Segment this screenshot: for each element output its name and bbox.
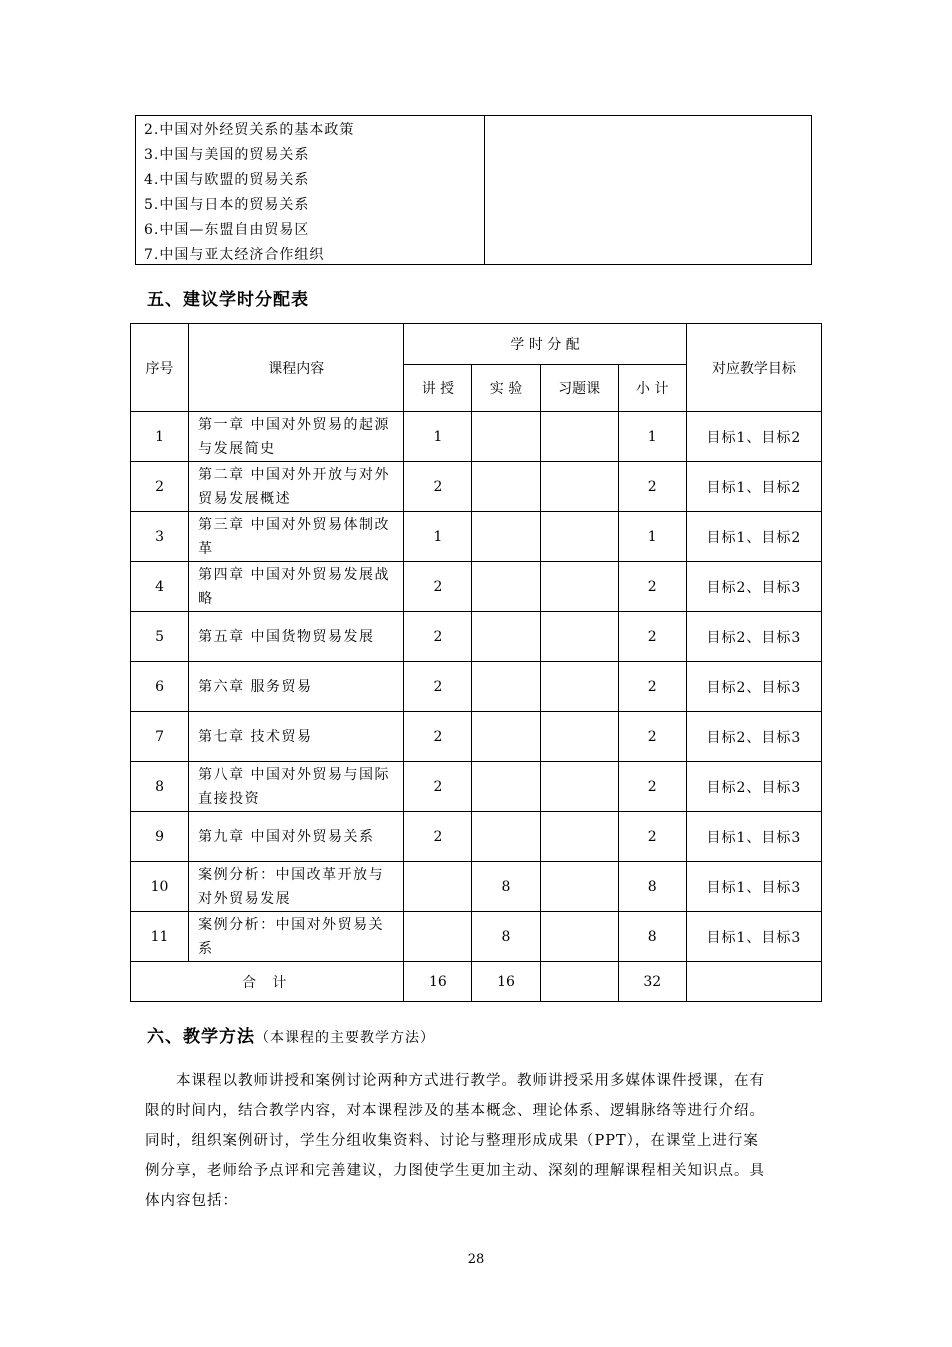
row-lecture: 2 xyxy=(404,462,472,512)
topic-line: 2.中国对外经贸关系的基本政策 xyxy=(144,122,355,138)
table-row xyxy=(131,912,822,962)
total-goal xyxy=(686,962,821,1002)
row-lecture: 2 xyxy=(404,662,472,712)
row-lab xyxy=(472,812,540,862)
row-subtotal: 2 xyxy=(618,712,686,762)
table-row xyxy=(131,512,822,562)
row-goal: 目标1、目标2 xyxy=(686,412,821,462)
row-content: 第四章 中国对外贸易发展战略 xyxy=(189,562,404,612)
section-title: 六、教学方法 xyxy=(147,1027,255,1047)
row-seq: 7 xyxy=(131,712,189,762)
row-exercise xyxy=(540,562,618,612)
table-row xyxy=(131,462,822,512)
header-lab: 实 验 xyxy=(472,365,540,412)
row-lab xyxy=(472,562,540,612)
row-subtotal: 2 xyxy=(618,662,686,712)
row-content: 第五章 中国货物贸易发展 xyxy=(189,612,404,662)
row-content: 第八章 中国对外贸易与国际直接投资 xyxy=(189,762,404,812)
row-content: 第七章 技术贸易 xyxy=(189,712,404,762)
row-subtotal: 8 xyxy=(618,912,686,962)
row-lecture: 2 xyxy=(404,612,472,662)
total-exercise xyxy=(540,962,618,1002)
row-seq: 2 xyxy=(131,462,189,512)
total-lecture: 16 xyxy=(404,962,472,1002)
row-exercise xyxy=(540,612,618,662)
section-heading xyxy=(147,285,309,310)
table-row xyxy=(131,812,822,862)
header-seq: 序号 xyxy=(131,324,189,412)
row-content: 案例分析：中国对外贸易关系 xyxy=(189,912,404,962)
row-lab xyxy=(472,462,540,512)
row-goal: 目标1、目标3 xyxy=(686,912,821,962)
row-exercise xyxy=(540,662,618,712)
row-seq: 8 xyxy=(131,762,189,812)
row-seq: 10 xyxy=(131,862,189,912)
paragraph-line: 限的时间内，结合教学内容，对本课程涉及的基本概念、理论体系、逻辑脉络等进行介绍。 xyxy=(145,1103,765,1119)
header-lecture: 讲 授 xyxy=(404,365,472,412)
row-goal: 目标2、目标3 xyxy=(686,562,821,612)
table-row xyxy=(131,412,822,462)
row-lab: 8 xyxy=(472,862,540,912)
syllabus-topics-cell xyxy=(136,116,485,264)
row-seq: 1 xyxy=(131,412,189,462)
table-row xyxy=(131,662,822,712)
section-title: 五、建议学时分配表 xyxy=(147,290,309,310)
table-row xyxy=(131,712,822,762)
row-lecture: 2 xyxy=(404,712,472,762)
row-content: 第三章 中国对外贸易体制改革 xyxy=(189,512,404,562)
row-subtotal: 2 xyxy=(618,812,686,862)
row-subtotal: 2 xyxy=(618,612,686,662)
row-exercise xyxy=(540,762,618,812)
row-exercise xyxy=(540,512,618,562)
row-lab xyxy=(472,612,540,662)
row-lab xyxy=(472,712,540,762)
hours-allocation-table xyxy=(130,323,822,1002)
topic-line: 6.中国—东盟自由贸易区 xyxy=(144,222,310,238)
row-content: 第一章 中国对外贸易的起源与发展简史 xyxy=(189,412,404,462)
paragraph-line: 同时，组织案例研讨，学生分组收集资料、讨论与整理形成成果（PPT），在课堂上进行案 xyxy=(145,1133,759,1149)
total-subtotal: 32 xyxy=(618,962,686,1002)
table-row xyxy=(131,862,822,912)
section-heading xyxy=(147,1022,435,1047)
row-subtotal: 2 xyxy=(618,562,686,612)
row-seq: 9 xyxy=(131,812,189,862)
row-exercise xyxy=(540,812,618,862)
row-exercise xyxy=(540,712,618,762)
row-seq: 6 xyxy=(131,662,189,712)
row-goal: 目标1、目标2 xyxy=(686,512,821,562)
topic-line: 3.中国与美国的贸易关系 xyxy=(144,147,310,163)
row-goal: 目标1、目标2 xyxy=(686,462,821,512)
row-subtotal: 1 xyxy=(618,412,686,462)
header-exercise: 习题课 xyxy=(540,365,618,412)
row-exercise xyxy=(540,912,618,962)
paragraph-line: 体内容包括： xyxy=(145,1193,238,1209)
row-lecture xyxy=(404,862,472,912)
topic-line: 7.中国与亚太经济合作组织 xyxy=(144,247,325,263)
row-lab xyxy=(472,662,540,712)
row-lab: 8 xyxy=(472,912,540,962)
section-note: （本课程的主要教学方法） xyxy=(255,1030,435,1046)
row-lecture: 2 xyxy=(404,562,472,612)
teaching-method-paragraph xyxy=(145,1066,810,1216)
row-exercise xyxy=(540,412,618,462)
page-number: 28 xyxy=(467,1252,485,1267)
row-goal: 目标2、目标3 xyxy=(686,712,821,762)
total-label: 合 计 xyxy=(131,962,404,1002)
row-lecture: 2 xyxy=(404,762,472,812)
row-seq: 5 xyxy=(131,612,189,662)
row-content: 第六章 服务贸易 xyxy=(189,662,404,712)
header-content: 课程内容 xyxy=(189,324,404,412)
row-goal: 目标2、目标3 xyxy=(686,612,821,662)
header-subtotal: 小 计 xyxy=(618,365,686,412)
paragraph-line: 本课程以教师讲授和案例讨论两种方式进行教学。教师讲授采用多媒体课件授课，在有 xyxy=(176,1073,765,1089)
row-lab xyxy=(472,412,540,462)
topic-line: 5.中国与日本的贸易关系 xyxy=(144,197,310,213)
row-lecture xyxy=(404,912,472,962)
total-lab: 16 xyxy=(472,962,540,1002)
row-content: 案例分析：中国改革开放与对外贸易发展 xyxy=(189,862,404,912)
total-row xyxy=(131,962,822,1002)
table-row xyxy=(131,562,822,612)
row-goal: 目标2、目标3 xyxy=(686,662,821,712)
row-subtotal: 8 xyxy=(618,862,686,912)
header-hours-group: 学 时 分 配 xyxy=(404,324,686,365)
row-exercise xyxy=(540,862,618,912)
row-exercise xyxy=(540,462,618,512)
paragraph-line: 例分享，老师给予点评和完善建议，力图使学生更加主动、深刻的理解课程相关知识点。具 xyxy=(145,1163,765,1179)
row-seq: 3 xyxy=(131,512,189,562)
row-subtotal: 2 xyxy=(618,462,686,512)
row-content: 第九章 中国对外贸易关系 xyxy=(189,812,404,862)
row-seq: 11 xyxy=(131,912,189,962)
table-row xyxy=(131,762,822,812)
row-goal: 目标1、目标3 xyxy=(686,812,821,862)
row-lab xyxy=(472,512,540,562)
table-row xyxy=(131,612,822,662)
row-subtotal: 1 xyxy=(618,512,686,562)
row-lab xyxy=(472,762,540,812)
row-subtotal: 2 xyxy=(618,762,686,812)
row-goal: 目标1、目标3 xyxy=(686,862,821,912)
empty-cell xyxy=(485,116,811,264)
syllabus-continuation-table xyxy=(135,115,812,265)
row-seq: 4 xyxy=(131,562,189,612)
topic-line: 4.中国与欧盟的贸易关系 xyxy=(144,172,310,188)
row-content: 第二章 中国对外开放与对外贸易发展概述 xyxy=(189,462,404,512)
row-lecture: 1 xyxy=(404,412,472,462)
row-lecture: 2 xyxy=(404,812,472,862)
header-goal: 对应教学目标 xyxy=(686,324,821,412)
row-lecture: 1 xyxy=(404,512,472,562)
row-goal: 目标2、目标3 xyxy=(686,762,821,812)
